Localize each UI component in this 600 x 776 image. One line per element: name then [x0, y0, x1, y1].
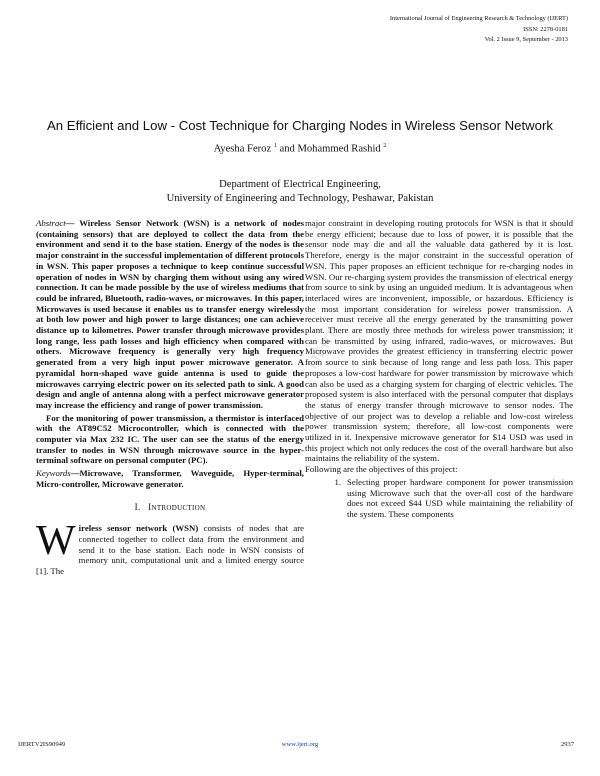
authors	[0, 143, 600, 155]
abstract-para-2: For the monitoring of power transmission, a thermistor is interfaced with the AT89C52 Microcontroller, which is connected with the computer via Max 232 IC. The user can see the status of the energy transfer to nodes in WSN through microwave source in the hyper-terminal software on personal computer (PC).	[36, 412, 304, 466]
ijert-watermark: IJERT	[303, 324, 341, 372]
section-heading-introduction	[36, 502, 304, 514]
objective-item-text: Selecting proper hardware component for power transmission using Microwave such that the over-all cost of the hardware does not exceed $44 USD while maintaining the reliability of the system. These components	[347, 476, 573, 519]
journal-volume: Vol. 2 Issue 9, September - 2013	[484, 36, 568, 43]
intro-text: consists of nodes that are connected together to collect data from the environment and send it to the base station. Each node in WSN consists of memory unit, computational unit and a limited energy source [1]. The	[36, 523, 304, 577]
section-title-rest: NTRODUCTION	[151, 503, 206, 512]
keywords-text: —Microwave, Transformer, Waveguide, Hyper-terminal, Micro-controller, Microwave generator.	[36, 468, 304, 489]
affiliation-university: University of Engineering and Technology, Peshawar, Pakistan	[166, 192, 434, 204]
footer-website-link[interactable]: www.ijert.org	[281, 741, 319, 748]
keywords-label: Keywords	[36, 468, 71, 479]
keywords	[36, 468, 304, 489]
journal-header	[390, 14, 568, 46]
authors-and: and	[276, 143, 298, 155]
intro-paragraph	[36, 518, 304, 577]
objective-item-number: 1.	[334, 476, 341, 487]
left-column	[36, 218, 304, 577]
journal-issn: ISSN: 2278-0181	[523, 25, 568, 33]
right-column	[305, 218, 573, 520]
section-numeral: I.	[134, 501, 141, 512]
author-1: Ayesha Feroz	[213, 143, 272, 155]
body-paragraph-1: major constraint in developing routing protocols for WSN is that it should be energy efficient; because due to loss of power, it is possible that the sensor node may die and all the valuable data gathered by it is lost. Therefore, energy is the major constraint in the successful operation of WSN. This paper proposes an efficient technique for re-charging nodes in WSN. Our re-charging system provides the transmission of electrical energy from source to sink by using an unguided medium. It is advantageous when interlaced wires are inconvenient, impossible, or hazardous. Efficiency is the most important consideration for wireless power transmission. A receiver must receive all the energy generated by the transmitting power plant. There are mostly three methods for wireless power transmission; it can be transmitted by using infrared, radio-waves, or microwaves. But Microwave provides the greatest efficiency in transferring electric power from source to sink because of long range and less path loss. This paper proposes a low-cost hardware for power transmission by microwave which can also be used as a charging system for charging of electric vehicles. The proposed system is also interfaced with the personal computer that displays the status of energy transfer through microwave to sensor nodes. The objective of our project was to develop a reliable and low-cost wireless power transmission system; therefore, all low-cost components were utilized in it. Inexpensive microwave generator for $14 USD was used in this project which not only reduces the cost of the overall hardware but also maintains the reliability of the system.	[305, 218, 573, 464]
abstract-label: Abstract	[36, 218, 66, 228]
journal-name: International Journal of Engineering Research & Technology (IJERT)	[389, 15, 568, 22]
author-1-sup: 1	[273, 143, 277, 149]
objective-item	[305, 477, 573, 520]
footer-page-number: 2937	[560, 741, 574, 748]
section-title-first: I	[148, 501, 152, 512]
dropcap: W	[36, 518, 76, 565]
affiliation-department: Department of Electrical Engineering,	[219, 179, 381, 190]
footer-paper-id: IJERTV2IS90949	[18, 741, 66, 748]
intro-bold: ireless sensor network (WSN)	[78, 523, 199, 534]
abstract	[36, 218, 304, 411]
abstract-text: — Wireless Sensor Network (WSN) is a network of nodes (containing sensors) that are deployed to collect the data from the environment and send it to the base station. Energy of the nodes is the major constraint in the successful implementation of different protocols in WSN. This paper proposes a technique to keep continue successful operation of nodes in WSN by charging them without using any wired connection. It can be made possible by the use of wireless mediums that could be infrared, Bluetooth, radio-waves, or microwaves. In this paper, Microwaves is used because it enables us to transfer energy wirelessly at both low power and high power to large distances; one can achieve distance up to kilometres. Power transfer through microwave provides long range, less path losses and high efficiency when compared with others. Microwave frequency is generally very high frequency generated from a very high input power microwave generator. A pyramidal horn-shaped wave guide antenna is used to guide the microwaves carrying electric power on its selected path to sink. A good design and angle of antenna along with a perfect microwave generator may increase the efficiency and range of power transmission.	[36, 218, 304, 410]
author-2-sup: 2	[383, 143, 387, 149]
paper-title: An Efficient and Low - Cost Technique for Charging Nodes in Wireless Sensor Network	[46, 118, 553, 133]
affiliation	[0, 178, 600, 205]
author-2: Mohammed Rashid	[297, 143, 381, 155]
body-paragraph-2: Following are the objectives of this project:	[305, 464, 458, 475]
